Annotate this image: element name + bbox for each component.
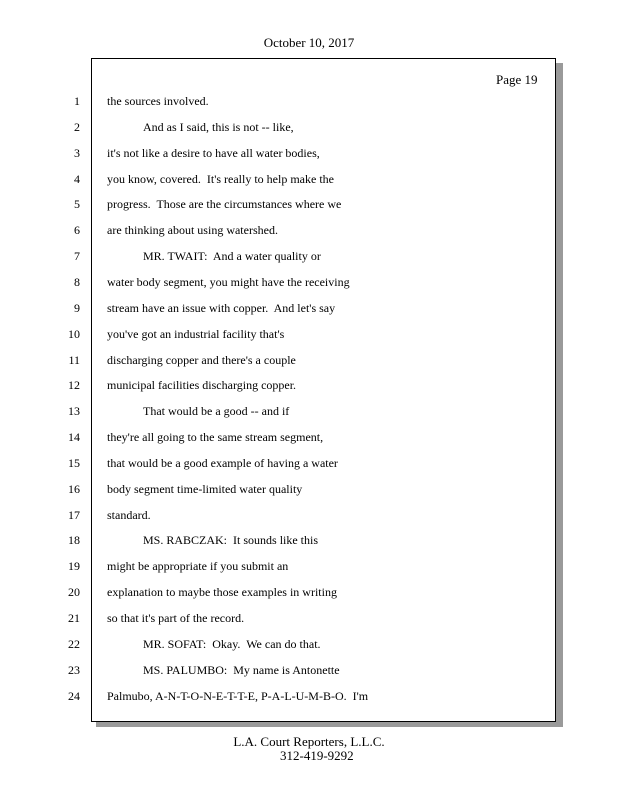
line-text: That would be a good -- and if [143, 404, 290, 418]
line-text: so that it's part of the record. [107, 611, 245, 625]
line-number: 24 [68, 689, 80, 703]
line-number: 11 [68, 353, 80, 367]
line-text: it's not like a desire to have all water bodies, [107, 146, 320, 160]
line-number: 5 [74, 197, 80, 211]
line-text: standard. [107, 508, 151, 522]
line-number: 13 [68, 404, 80, 418]
line-text: progress. Those are the circumstances where we [107, 197, 342, 211]
header-date: October 10, 2017 [263, 35, 355, 50]
line-text: Palmubo, A-N-T-O-N-E-T-T-E, P-A-L-U-M-B-O. I'm [107, 689, 369, 703]
line-number: 7 [74, 249, 80, 263]
line-text: that would be a good example of having a water [107, 456, 338, 470]
line-number: 15 [68, 456, 80, 470]
line-number: 20 [68, 585, 80, 599]
line-number: 9 [74, 301, 80, 315]
line-number: 17 [68, 508, 80, 522]
line-text: MR. TWAIT: And a water quality or [143, 249, 321, 263]
line-number: 8 [74, 275, 80, 289]
line-text: discharging copper and there's a couple [107, 353, 296, 367]
footer-phone: 312-419-9292 [280, 748, 354, 763]
line-number: 12 [68, 378, 80, 392]
line-number: 4 [74, 172, 80, 186]
line-text: MR. SOFAT: Okay. We can do that. [143, 637, 321, 651]
footer-company: L.A. Court Reporters, L.L.C. [233, 734, 385, 749]
line-text: municipal facilities discharging copper. [107, 378, 297, 392]
page-number: Page 19 [496, 72, 538, 87]
line-text: water body segment, you might have the receiving [107, 275, 350, 289]
line-text: MS. RABCZAK: It sounds like this [143, 533, 319, 547]
line-number: 18 [68, 533, 80, 547]
line-text: body segment time-limited water quality [107, 482, 303, 496]
line-text: And as I said, this is not -- like, [143, 120, 294, 134]
line-text: explanation to maybe those examples in writing [107, 585, 337, 599]
line-text: you've got an industrial facility that's [107, 327, 285, 341]
line-text: might be appropriate if you submit an [107, 559, 289, 573]
line-number: 1 [74, 94, 80, 108]
line-text: the sources involved. [107, 94, 209, 108]
line-number: 6 [74, 223, 80, 237]
line-number: 23 [68, 663, 80, 677]
line-number: 22 [68, 637, 80, 651]
line-number: 19 [68, 559, 80, 573]
line-text: you know, covered. It's really to help make the [107, 172, 334, 186]
line-number: 14 [68, 430, 80, 444]
line-text: are thinking about using watershed. [107, 223, 278, 237]
line-text: stream have an issue with copper. And let's say [107, 301, 336, 315]
line-text: they're all going to the same stream segment, [107, 430, 324, 444]
line-number: 3 [74, 146, 80, 160]
line-number: 16 [68, 482, 80, 496]
line-number: 21 [68, 611, 80, 625]
line-number: 10 [68, 327, 80, 341]
line-text: MS. PALUMBO: My name is Antonette [143, 663, 340, 677]
line-number: 2 [74, 120, 80, 134]
